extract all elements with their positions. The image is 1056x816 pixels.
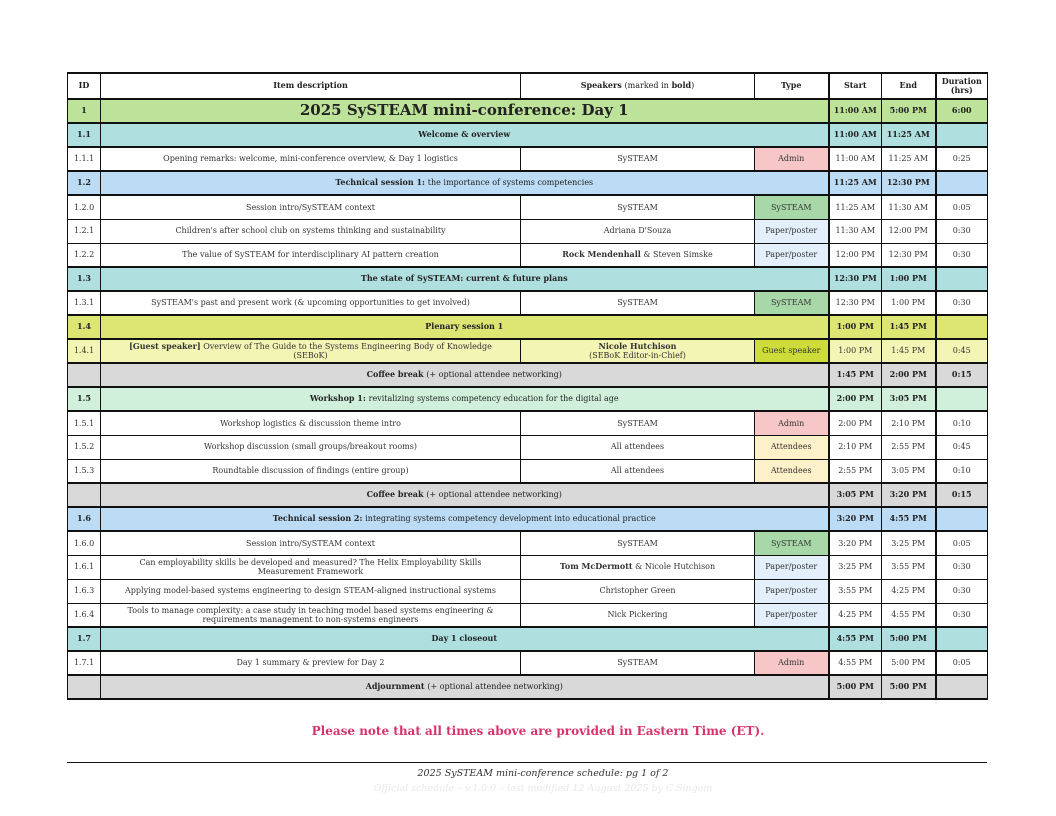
row-end: 11:25 AM <box>882 123 936 147</box>
footer-version: Official schedule – v.1.0.0 – last modified 12 August 2025 by C.Singam <box>373 783 713 794</box>
row-duration: 0:30 <box>936 219 988 243</box>
row-speaker: SySTEAM <box>521 531 755 555</box>
table-row <box>68 243 988 267</box>
row-end: 4:55 PM <box>882 603 936 627</box>
row-speaker: All attendees <box>521 459 755 483</box>
row-duration: 0:30 <box>936 243 988 267</box>
row-duration: 0:15 <box>936 363 988 387</box>
row-id: 1.4.1 <box>68 339 101 363</box>
table-row <box>68 219 988 243</box>
row-id: 1.7.1 <box>68 651 101 675</box>
row-end: 5:00 PM <box>882 627 936 651</box>
timezone-note: Please note that all times above are provided in Eastern Time (ET). <box>311 724 765 738</box>
row-type: SySTEAM <box>755 531 829 555</box>
col-start: Start <box>829 73 882 99</box>
row-id: 1.2.2 <box>68 243 101 267</box>
row-type: Attendees <box>755 435 829 459</box>
row-duration: 0:10 <box>936 459 988 483</box>
row-speaker: All attendees <box>521 435 755 459</box>
table-row <box>68 555 988 579</box>
row-description: Session intro/SySTEAM context <box>101 195 521 219</box>
row-start: 4:55 PM <box>829 627 882 651</box>
row-id <box>68 363 101 387</box>
row-id: 1.7 <box>68 627 101 651</box>
section-row <box>68 267 988 291</box>
section-row <box>68 507 988 531</box>
row-end: 11:30 AM <box>882 195 936 219</box>
row-end: 3:05 PM <box>882 459 936 483</box>
row-type: Paper/poster <box>755 579 829 603</box>
row-id <box>68 483 101 507</box>
section-title: Technical session 1: the importance of systems competencies <box>101 171 829 195</box>
section-title: Welcome & overview <box>101 123 829 147</box>
row-description: Children's after school club on systems thinking and sustainability <box>101 219 521 243</box>
section-row <box>68 171 988 195</box>
row-id <box>68 675 101 699</box>
schedule-table <box>67 72 988 700</box>
row-duration: 0:30 <box>936 555 988 579</box>
row-description: Opening remarks: welcome, mini-conference overview, & Day 1 logistics <box>101 147 521 171</box>
table-row <box>68 339 988 363</box>
section-row <box>68 627 988 651</box>
row-type: SySTEAM <box>755 195 829 219</box>
row-duration <box>936 267 988 291</box>
row-duration <box>936 123 988 147</box>
table-row <box>68 531 988 555</box>
row-duration <box>936 315 988 339</box>
row-start: 11:00 AM <box>829 123 882 147</box>
row-start: 2:00 PM <box>829 387 882 411</box>
row-speaker: SySTEAM <box>521 147 755 171</box>
row-type: Attendees <box>755 459 829 483</box>
row-end: 2:55 PM <box>882 435 936 459</box>
row-start: 1:00 PM <box>829 315 882 339</box>
row-duration: 0:05 <box>936 531 988 555</box>
row-description: Day 1 summary & preview for Day 2 <box>101 651 521 675</box>
row-start: 1:00 PM <box>829 339 882 363</box>
row-duration: 0:10 <box>936 411 988 435</box>
row-end: 2:00 PM <box>882 363 936 387</box>
row-start: 11:25 AM <box>829 171 882 195</box>
row-speaker: Tom McDermott & Nicole Hutchison <box>521 555 755 579</box>
row-end: 4:25 PM <box>882 579 936 603</box>
row-type: Admin <box>755 147 829 171</box>
row-description: SySTEAM's past and present work (& upcoming opportunities to get involved) <box>101 291 521 315</box>
row-duration <box>936 627 988 651</box>
break-title: Coffee break (+ optional attendee networking) <box>101 363 829 387</box>
row-end: 1:45 PM <box>882 315 936 339</box>
row-end: 4:55 PM <box>882 507 936 531</box>
row-start: 5:00 PM <box>829 675 882 699</box>
row-end: 2:10 PM <box>882 411 936 435</box>
row-speaker: SySTEAM <box>521 291 755 315</box>
row-end: 5:00 PM <box>882 675 936 699</box>
row-start: 4:55 PM <box>829 651 882 675</box>
row-id: 1.3 <box>68 267 101 291</box>
row-duration <box>936 675 988 699</box>
break-row <box>68 483 988 507</box>
day-row <box>68 99 988 123</box>
row-id: 1.6.1 <box>68 555 101 579</box>
row-start: 2:55 PM <box>829 459 882 483</box>
row-start: 3:20 PM <box>829 531 882 555</box>
table-row <box>68 147 988 171</box>
row-start: 2:00 PM <box>829 411 882 435</box>
row-end: 3:25 PM <box>882 531 936 555</box>
row-start: 12:30 PM <box>829 291 882 315</box>
row-duration <box>936 387 988 411</box>
row-id: 1.6.4 <box>68 603 101 627</box>
footer-divider <box>67 762 987 763</box>
table-row <box>68 651 988 675</box>
table-row <box>68 435 988 459</box>
row-end: 1:45 PM <box>882 339 936 363</box>
row-end: 12:30 PM <box>882 171 936 195</box>
row-end: 12:30 PM <box>882 243 936 267</box>
row-id: 1.2.1 <box>68 219 101 243</box>
table-row <box>68 603 988 627</box>
row-speaker: Adriana D'Souza <box>521 219 755 243</box>
row-speaker: Rock Mendenhall & Steven Simske <box>521 243 755 267</box>
col-type: Type <box>755 73 829 99</box>
row-start: 3:55 PM <box>829 579 882 603</box>
table-row <box>68 579 988 603</box>
col-end: End <box>882 73 936 99</box>
row-description: Workshop discussion (small groups/breakout rooms) <box>101 435 521 459</box>
section-title: Technical session 2: integrating systems competency development into educational practice <box>101 507 829 531</box>
row-start: 12:30 PM <box>829 267 882 291</box>
row-speaker: SySTEAM <box>521 195 755 219</box>
row-duration: 0:15 <box>936 483 988 507</box>
row-end: 3:20 PM <box>882 483 936 507</box>
row-duration: 0:30 <box>936 579 988 603</box>
row-description: Session intro/SySTEAM context <box>101 531 521 555</box>
row-id: 1.5.1 <box>68 411 101 435</box>
row-id: 1.2.0 <box>68 195 101 219</box>
row-duration: 0:25 <box>936 147 988 171</box>
row-description: Can employability skills be developed and measured? The Helix Employability Skills Measurement Framework <box>101 555 521 579</box>
col-duration: Duration (hrs) <box>936 73 988 99</box>
row-duration <box>936 507 988 531</box>
row-type: Paper/poster <box>755 603 829 627</box>
row-end: 1:00 PM <box>882 291 936 315</box>
row-duration: 0:45 <box>936 339 988 363</box>
row-duration: 0:05 <box>936 651 988 675</box>
row-type: SySTEAM <box>755 291 829 315</box>
row-description: The value of SySTEAM for interdisciplinary AI pattern creation <box>101 243 521 267</box>
row-start: 2:10 PM <box>829 435 882 459</box>
row-duration <box>936 171 988 195</box>
section-title: The state of SySTEAM: current & future plans <box>101 267 829 291</box>
row-start: 11:30 AM <box>829 219 882 243</box>
footer-title: 2025 SySTEAM mini-conference schedule: pg 1 of 2 <box>417 768 669 779</box>
row-start: 1:45 PM <box>829 363 882 387</box>
row-id: 1.6.0 <box>68 531 101 555</box>
row-end: 1:00 PM <box>882 267 936 291</box>
row-duration: 0:05 <box>936 195 988 219</box>
row-speaker: SySTEAM <box>521 651 755 675</box>
row-id: 1.3.1 <box>68 291 101 315</box>
section-row <box>68 315 988 339</box>
row-id: 1.2 <box>68 171 101 195</box>
break-title: Coffee break (+ optional attendee networking) <box>101 483 829 507</box>
section-row <box>68 123 988 147</box>
row-description: [Guest speaker] Overview of The Guide to the Systems Engineering Body of Knowledge (SEBoK) <box>101 339 521 363</box>
row-start: 11:25 AM <box>829 195 882 219</box>
day-title: 2025 SySTEAM mini-conference: Day 1 <box>101 99 829 123</box>
row-description: Tools to manage complexity: a case study in teaching model based systems engineering & requirements management to non-systems engineers <box>101 603 521 627</box>
row-end: 3:05 PM <box>882 387 936 411</box>
adjournment-title: Adjournment (+ optional attendee networking) <box>101 675 829 699</box>
row-duration: 6:00 <box>936 99 988 123</box>
row-start: 3:25 PM <box>829 555 882 579</box>
row-id: 1.5.3 <box>68 459 101 483</box>
section-title: Workshop 1: revitalizing systems competency education for the digital age <box>101 387 829 411</box>
header-row <box>68 73 988 99</box>
row-id: 1 <box>68 99 101 123</box>
row-end: 5:00 PM <box>882 99 936 123</box>
row-description: Roundtable discussion of findings (entire group) <box>101 459 521 483</box>
row-description: Workshop logistics & discussion theme intro <box>101 411 521 435</box>
section-title: Plenary session 1 <box>101 315 829 339</box>
col-description: Item description <box>101 73 521 99</box>
table-row <box>68 459 988 483</box>
row-id: 1.4 <box>68 315 101 339</box>
adjournment-row <box>68 675 988 699</box>
row-id: 1.6 <box>68 507 101 531</box>
row-end: 11:25 AM <box>882 147 936 171</box>
row-start: 11:00 AM <box>829 147 882 171</box>
row-end: 12:00 PM <box>882 219 936 243</box>
row-description: Applying model-based systems engineering to design STEAM-aligned instructional systems <box>101 579 521 603</box>
row-duration: 0:45 <box>936 435 988 459</box>
row-start: 12:00 PM <box>829 243 882 267</box>
row-end: 3:55 PM <box>882 555 936 579</box>
row-id: 1.5.2 <box>68 435 101 459</box>
row-duration: 0:30 <box>936 603 988 627</box>
row-speaker: Nicole Hutchison (SEBoK Editor-in-Chief) <box>521 339 755 363</box>
row-id: 1.6.3 <box>68 579 101 603</box>
row-type: Paper/poster <box>755 243 829 267</box>
row-start: 4:25 PM <box>829 603 882 627</box>
col-speakers: Speakers (marked in bold) <box>521 73 755 99</box>
table-row <box>68 195 988 219</box>
row-type: Paper/poster <box>755 219 829 243</box>
section-row <box>68 387 988 411</box>
row-start: 11:00 AM <box>829 99 882 123</box>
break-row <box>68 363 988 387</box>
row-speaker: SySTEAM <box>521 411 755 435</box>
row-type: Guest speaker <box>755 339 829 363</box>
section-title: Day 1 closeout <box>101 627 829 651</box>
row-id: 1.1 <box>68 123 101 147</box>
row-id: 1.5 <box>68 387 101 411</box>
table-row <box>68 291 988 315</box>
row-duration: 0:30 <box>936 291 988 315</box>
row-end: 5:00 PM <box>882 651 936 675</box>
col-id: ID <box>68 73 101 99</box>
row-id: 1.1.1 <box>68 147 101 171</box>
row-type: Admin <box>755 651 829 675</box>
row-speaker: Nick Pickering <box>521 603 755 627</box>
row-type: Admin <box>755 411 829 435</box>
row-start: 3:20 PM <box>829 507 882 531</box>
row-start: 3:05 PM <box>829 483 882 507</box>
table-row <box>68 411 988 435</box>
row-type: Paper/poster <box>755 555 829 579</box>
row-speaker: Christopher Green <box>521 579 755 603</box>
